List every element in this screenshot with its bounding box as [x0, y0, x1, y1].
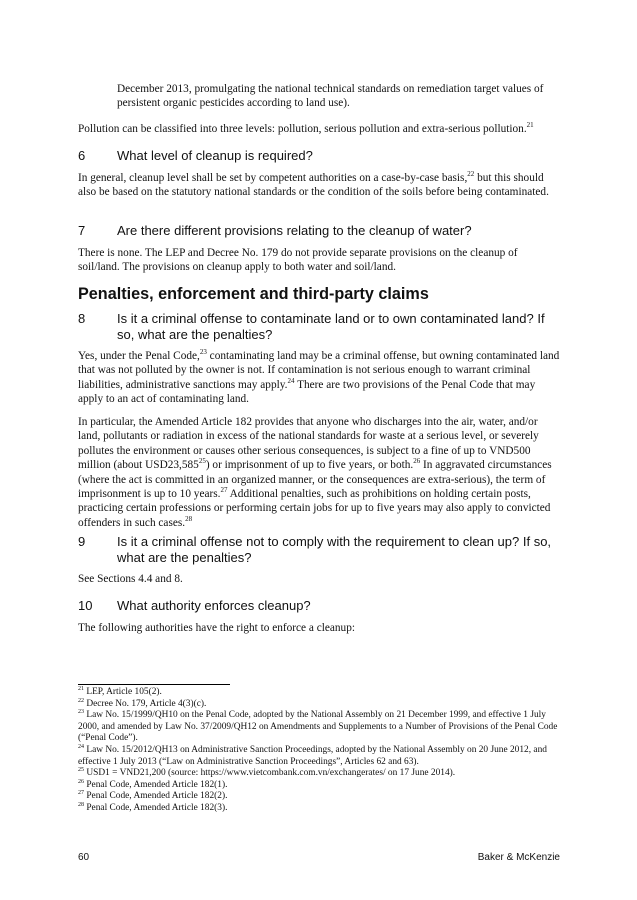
section-heading: Penalties, enforcement and third-party claims [78, 285, 429, 303]
paragraph-question-8b: In particular, the Amended Article 182 provides that anyone who discharges into the air, water, and/or land, pollutants or radiation in excess of the national standards for waste at a serious level, or severely pollutes the environment or causes other serious consequences, is subject to a fine of up to VND500 million (about USD23,585$^{25}$) or imprisonment of up to five years, or both.$^{26}$ In aggravated circumstances (where the act is committed in an organized manner, or the consequences are extra-serious), the term of imprisonment is up to 10 years.$^{27}$ Additional penalties, such as prohibitions on holding certain posts, practicing certain professions or performing certain jobs for up to five years may also apply to convicted offenders in such cases.$^{28}$ [78, 416, 552, 529]
paragraph-question-9: See Sections 4.4 and 8. [78, 573, 183, 585]
footnote: $^{28}$ Penal Code, Amended Article 182(3). [78, 801, 228, 813]
footnote: $^{24}$ Law No. 15/2012/QH13 on Administrative Sanction Proceedings, adopted by the National Assembly on 20 June 2012, and effective 1 July 2013 (“Law on Administrative Sanction Proceedings”, Articles 62 and 63). [78, 743, 547, 767]
footnote: $^{26}$ Penal Code, Amended Article 182(1). [78, 778, 228, 790]
paragraph-question-8a: Yes, under the Penal Code,$^{23}$ contaminating land may be a criminal offense, but owning contaminated land that was not polluted by the owner is not. If contamination is not serious enough to warrant criminal liabilities, administrative sanctions may apply.$^{24}$ There are two provisions of the Penal Code that may apply to an act of contaminating land. [78, 348, 560, 406]
paragraph-intro: December 2013, promulgating the national technical standards on remediation target values of persistent organic pesticides according to land use). [117, 83, 544, 110]
footnote-ref[interactable]: 28 [185, 515, 193, 524]
footnote-ref[interactable]: 27 [220, 486, 228, 495]
document-page: December 2013, promulgating the national technical standards on remediation target values of persistent organic pesticides according to land use). Pollution can be classified into three levels: pollution, serious pollution and extra-serious pollution.$^{21}$ 6 What level of cleanup is required? In general, cleanup level shall be set by competent authorities on a case-by-case basis,$^{22}$ but this should also be based on the statutory national standards or the condition of the soils before being contaminated. 7 Are there different provisions relating to the cleanup of water? There is none. The LEP and Decree No. 179 do not provide separate provisions on the cleanup of soil/land. The provisions on cleanup apply to both water and soil/land. Penalties, enforcement and third-party claims 8 Is it a criminal offense to contaminate land or to own contaminated land? If so, what are the penalties? Yes, under the Penal Code,$^{23}$ contaminating land may be a criminal offense, but owning contaminated land that was not polluted by the owner is not. If contamination is not serious enough to warrant criminal liabilities, administrative sanctions may apply.$^{24}$ There are two provisions of the Penal Code that may apply to an act of contaminating land. In particular, the Amended Article 182 provides that anyone who discharges into the air, water, and/or land, pollutants or radiation in excess of the national standards for waste at a serious level, or severely pollutes the environment or causes other serious consequences, is subject to a fine of up to VND500 million (about USD23,585$^{25}$) or imprisonment of up to five years, or both.$^{26}$ In aggravated circumstances (where the act is committed in an organized manner, or the consequences are extra-serious), the term of imprisonment is up to 10 years.$^{27}$ Additional penalties, such as prohibitions on holding certain posts, practicing certain professions or performing certain jobs for up to five years may also apply to convicted offenders in such cases.$^{28}$ 9 Is it a criminal offense not to comply with the requirement to clean up? If so, what are the penalties? See Sections 4.4 and 8. 10 What authority enforces cleanup? The following authorities have the right to enforce a cleanup: $^{21}$ LEP, Article 105(2). $^{22}$ Decree No. 179, Article 4(3)(c). $^{23}$ Law No. 15/1999/QH10 on the Penal Code, adopted by the National Assembly on 21 December 1999, and effective 1 July 2000, and amended by Law No. 37/2009/QH12 on Amendments and Supplements to a Number of Provisions of the Penal Code (“Penal Code”). $^{24}$ Law No. 15/2012/QH13 on Administrative Sanction Proceedings, adopted by the National Assembly on 20 June 2012, and effective 1 July 2013 (“Law on Administrative Sanction Proceedings”, Articles 62 and 63). $^{25}$ USD1 = VND21,200 (source: https://www.vietcombank.com.vn/exchangerates/ on 17 June 2014). $^{26}$ Penal Code, Amended Article 182(1). $^{27}$ Penal Code, Amended Article 182(2). $^{28}$ Penal Code, Amended Article 182(3). 60 Baker & McKenzie [78, 83, 560, 863]
paragraph-question-10: The following authorities have the right to enforce a cleanup: [78, 622, 355, 634]
paragraph-pollution-levels: Pollution can be classified into three levels: pollution, serious pollution and extra-serious pollution.$^{21}$ [78, 121, 534, 135]
footnote: $^{23}$ Law No. 15/1999/QH10 on the Penal Code, adopted by the National Assembly on 21 December 1999, and effective 1 July 2000, and amended by Law No. 37/2009/QH12 on Amendments and Supplements to a Number of Provisions of the Penal Code (“Penal Code”). [78, 709, 558, 744]
footer-firm-name: Baker & McKenzie [477, 852, 560, 863]
footnote: $^{22}$ Decree No. 179, Article 4(3)(c). [78, 697, 207, 709]
page-number: 60 [78, 852, 90, 863]
footnote-ref[interactable]: 26 [413, 457, 421, 466]
paragraph-question-7: There is none. The LEP and Decree No. 179 do not provide separate provisions on the cleanup of soil/land. The provisions on cleanup apply to both water and soil/land. [78, 247, 518, 274]
footnote-ref[interactable]: 23 [199, 348, 207, 357]
footnote-ref[interactable]: 21 [526, 121, 534, 130]
paragraph-question-6: In general, cleanup level shall be set by competent authorities on a case-by-case basis,$^{22}$ but this should also be based on the statutory national standards or the condition of the soils before being contaminated. [78, 170, 549, 199]
footnote: $^{25}$ USD1 = VND21,200 (source: https://www.vietcombank.com.vn/exchangerates/ on 17 June 2014). [78, 767, 456, 779]
footnote-ref[interactable]: 25 [198, 457, 206, 466]
footnote: $^{21}$ LEP, Article 105(2). [78, 685, 162, 697]
footnote-ref[interactable]: 24 [287, 377, 295, 386]
footnotes [78, 687, 560, 815]
footnote-ref[interactable]: 22 [467, 170, 475, 179]
footnote-divider [78, 684, 230, 685]
footnote: $^{27}$ Penal Code, Amended Article 182(2). [78, 790, 228, 802]
